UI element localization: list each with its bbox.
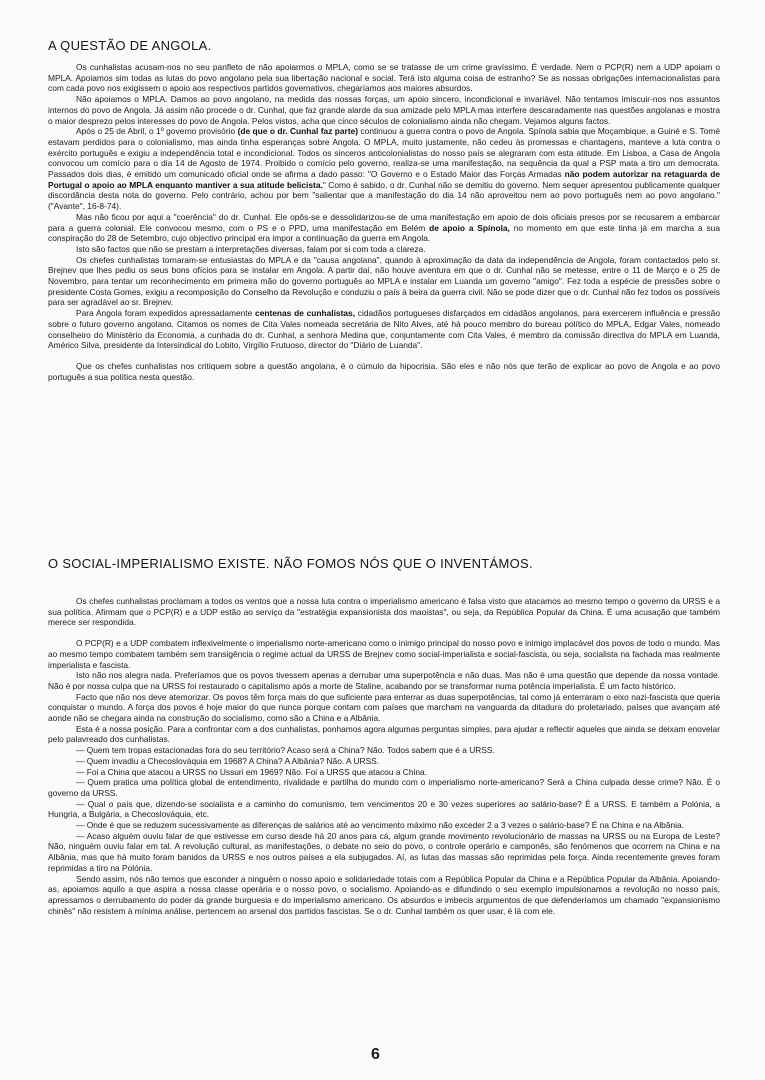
section-title-angola: A QUESTÃO DE ANGOLA.	[48, 38, 212, 53]
paragraph: Não apoiamos o MPLA. Damos ao povo angolano, na medida das nossas forças, um apoio sincero, incondicional e invariável. Não tentamos imiscuir-nos nos assuntos internos do povo de Angola. Já assim não procede o dr. Cunhal, que faz grande alarde da sua amizade pelo MPLA mas interfere descaradamente nas questões angolanas e mostra o maior desprezo pelos interesses do povo de Angola. Pelos vistos, acha que cinco séculos de colonialismo ainda não chegam. Vejamos alguns factos.	[48, 94, 720, 126]
paragraph	[48, 308, 720, 351]
text-run: Mas não ficou por aqui a "coerência" do dr. Cunhal. Ele opôs-se e dessolidarizou-se de uma manifestação em apoio de dois oficiais presos por se recusarem a embarcar para a guerra colonial. Ele convocou mesmo, com o PS e o PPD, uma manifestação em Belém	[48, 211, 720, 233]
question-item: — Acaso alguém ouviu falar de que estivesse em curso desde há 20 anos para cá, algum grande movimento revolucionário de massas na URSS ou na Europa de Leste? Não, ninguém ouviu falar em tal. A revolução cultural, as manifestações, o debate no seio do povo, o controle operário e camponês, são fenómenos que ocorrem na China e na Albânia, mas que há muito foram banidos da URSS e nos outros países a ela subjugados. Aí, as lutas das massas são reprimidas pela força. Ainda recentemente greves foram reprimidas a tiro na Polónia.	[48, 830, 720, 873]
question-item: — Quem pratica uma política global de entendimento, rivalidade e partilha do mundo com o imperialismo norte-americano? Será a China culpada desse crime? Não. É o governo da URSS.	[48, 777, 720, 798]
paragraph: Os chefes cunhalistas proclamam a todos os ventos que a nossa luta contra o imperialismo americano é falsa visto que atacamos ao mesmo tempo o governo da URSS e a sua política. Afirmam que o PCP(R) e a UDP estão ao serviço da "estratégia expansionista dos maoistas", ou seja, da República Popular da China. É uma acusação que também merece ser respondida.	[48, 596, 720, 628]
bold-text: de apoio a Spínola,	[429, 222, 510, 233]
text-run: Após o 25 de Abril, o 1º governo provisório	[76, 126, 236, 137]
text-run: Para Angola foram expedidos apressadamente	[76, 308, 253, 319]
text-run: cidadãos portugueses disfarçados em cidadãos angolanos, para exercerem influência e pressão sobre o futuro governo angolano. Citamos os nomes de Cita Vales nomeada secretária de Nito Alves, até há pouco membro do bureau político do MPLA, Edgar Vales, nomeado conselheiro do Ministério da Economia, a cunhada do dr. Cunhal, a senhora Medina que, conjuntamente com Cita Vales, é membro da comissão directiva do MPLA em Luanda, Américo Silva, presidente da Intersindical do Lobito, Virgílio Frutuoso, director do "Diário de Luanda".	[48, 308, 720, 351]
paragraph: Os chefes cunhalistas tornaram-se entusiastas do MPLA e da "causa angolana", quando à aproximação da data da independência de Angola, foram contactados pelo sr. Brejnev que lhes pediu os seus bons ofícios para se instalar em Angola. A partir daí, não houve aventura em que o dr. Cunhal não se metesse, entre o 11 de Março e o 25 de Novembro, para tentar um reconhecimento em primeira mão do governo português ao MPLA e instalar em Luanda um governo "amigo". Fez toda a espécie de pressões sobre o presidente Costa Gomes, exigiu a recomposição do Conselho da Revolução e conduziu o país à beira da guerra civil. Não se pode dizer que o dr. Cunhal não fez todos os possíveis para ser agradável ao sr. Brejnev.	[48, 254, 720, 308]
section-social-imperialism	[48, 596, 720, 916]
page-number: 6	[371, 1046, 380, 1063]
paragraph	[48, 126, 720, 212]
section-title-social-imperialism: O SOCIAL-IMPERIALISMO EXISTE. NÃO FOMOS NÓS QUE O INVENTÁMOS.	[48, 556, 533, 571]
bold-text: (de que o dr. Cunhal faz parte)	[237, 126, 359, 137]
question-item: — Quem invadiu a Checoslováquia em 1968? A China? A Albânia? Não. A URSS.	[76, 755, 380, 766]
paragraph: Esta é a nossa posição. Para a confrontar com a dos cunhalistas, ponhamos agora algumas perguntas simples, para ajudar a reflectir aqueles que ainda se deixam enovelar pelo palavreado dos cunhalistas.	[48, 723, 720, 745]
text-run: no momento em que este tinha já em marcha a sua conspiração do 28 de Setembro, cujo objectivo principal era impor a continuação da guerra em Angola.	[48, 222, 721, 244]
paragraph: Isto não nos alegra nada. Preferíamos que os povos tivessem apenas a derrubar uma superpotência e não duas. Mas não é uma questão que depende da nossa vontade. Não é por nossa culpa que na URSS foi restaurado o capitalismo após a morte de Staline, acabando por se transformar numa potência imperialista. É um facto histórico.	[48, 670, 720, 691]
bold-text: centenas de cunhalistas,	[255, 308, 356, 319]
question-item: — Foi a China que atacou a URSS no Ussuri em 1969? Não. Foi a URSS que atacou a China.	[76, 766, 428, 777]
paragraph: O PCP(R) e a UDP combatem inflexivelmente o imperialismo norte-americano como o inimigo principal do nosso povo e inimigo implacável dos povos de todo o mundo. Mas ao mesmo tempo combatem também sem transigência o regime actual da URSS de Brejnev como social-imperialista e social-fascista, ou seja, socialista na fachada mas realmente imperialista e fascista.	[48, 638, 720, 670]
paragraph: Que os chefes cunhalistas nos critiquem sobre a questão angolana, é o cúmulo da hipocrisia. São eles e não nós que terão de explicar ao povo de Angola e ao povo português a sua política nesta questão.	[48, 360, 720, 382]
bold-text: não podem autorizar na retaguarda de Portugal o apoio ao MPLA enquanto mantiver a sua atitude belicista.	[48, 169, 720, 190]
text-run: " Como é sabido, o dr. Cunhal não se demitiu do governo. Nem sequer apresentou publicamente qualquer discordância desta nota do governo. Pelo contrário, achou por bem "salientar que a manifestação do dia 14 não aproveitou nem ao povo português nem ao povo angolano." ("Avante", 16-8-74).	[48, 179, 720, 212]
paragraph: Sendo assim, nós não temos que esconder a ninguém o nosso apoio e solidariedade totais com a República Popular da China e a República Popular da Albânia. Apoiando-as, apoiamos aquilo a que aspira a nossa classe operária e o nosso povo, o socialismo. Apoiando-as e difundindo o seu exemplo impulsionamos a revolução no nosso país, apressamos o derrubamento do poder da grande burguesia e do imperialismo americano. Os absurdos e imbecis argumentos de que defenderíamos um chamado "expansionismo chinês" não resistem à mínima análise, pertencem ao arsenal dos partidos fascistas. Se o dr. Cunhal também os quer usar, é lá com ele.	[48, 873, 720, 916]
question-item: — Onde é que se reduzem sucessivamente as diferenças de salários até ao vencimento máximo não exceder 2 a 3 vezes o salário-base? É na China e na Albânia.	[76, 820, 685, 831]
paragraph: Isto são factos que não se prestam a interpretações diversas, falam por si com toda a clareza.	[76, 243, 426, 254]
paragraph	[48, 212, 720, 244]
question-item: — Quem tem tropas estacionadas fora do seu território? Acaso será a China? Não. Todos sabem que é a URSS.	[76, 745, 495, 756]
text-run: continuou a guerra contra o povo de Angola. Spínola sabia que Moçambique, a Guiné e S. Tomé estavam perdidos para o colonialismo, mas ainda tinha esperanças sobre Angola. O MPLA, muito justamente, não cedeu às promessas e chantagens, manteve a luta contra o exército português e exigiu a independência total e incondicional. Todos os sinceros anticolonialistas do nosso país se alegraram com esta atitude. Em Lisboa, a Casa de Angola convocou um comício para o dia 14 de Agosto de 1974. Proibido o comício pelo governo, realiza-se uma manifestação, na sequência da qual a PSP mata a tiro um democrata. Passados dois dias, é emitido um comunicado oficial onde se afirma a dado passo: "O Governo e o Estado Maior das Forças Armadas	[48, 126, 720, 180]
paragraph: Facto que não nos deve atemorizar. Os povos têm força mais do que suficiente para enterrar as duas superpotências, tal como já enterraram o eixo nazi-fascista que queria conquistar o mundo. A força dos povos é hoje maior do que nunca porque contam com países que marcham na vanguarda da ditadura do proletariado, países que avançam até aonde não se chegara ainda na construção do socialismo, como são a China e a Albânia.	[48, 691, 720, 724]
question-item: — Qual o país que, dizendo-se socialista e a caminho do comunismo, tem vencimentos 20 e 30 vezes superiores ao salário-base? É a URSS. E também a Polónia, a Hungria, a Bulgária, a Checoslováquia, etc.	[48, 798, 720, 820]
section-angola	[48, 62, 720, 382]
paragraph: Os cunhalistas acusam-nos no seu panfleto de não apoiarmos o MPLA, como se se tratasse de um crime gravíssimo. É verdade. Nem o PCP(R) nem a UDP apoiam o MPLA. Apoiamos sim todas as lutas do povo angolano pela sua libertação nacional e social. Terá isto alguma coisa de estranho? Se as nossas obrigações internacionalistas para com cada povo nos exigissem o apoio aos respectivos partidos governativos, chegaríamos aos maiores absurdos.	[48, 62, 720, 94]
